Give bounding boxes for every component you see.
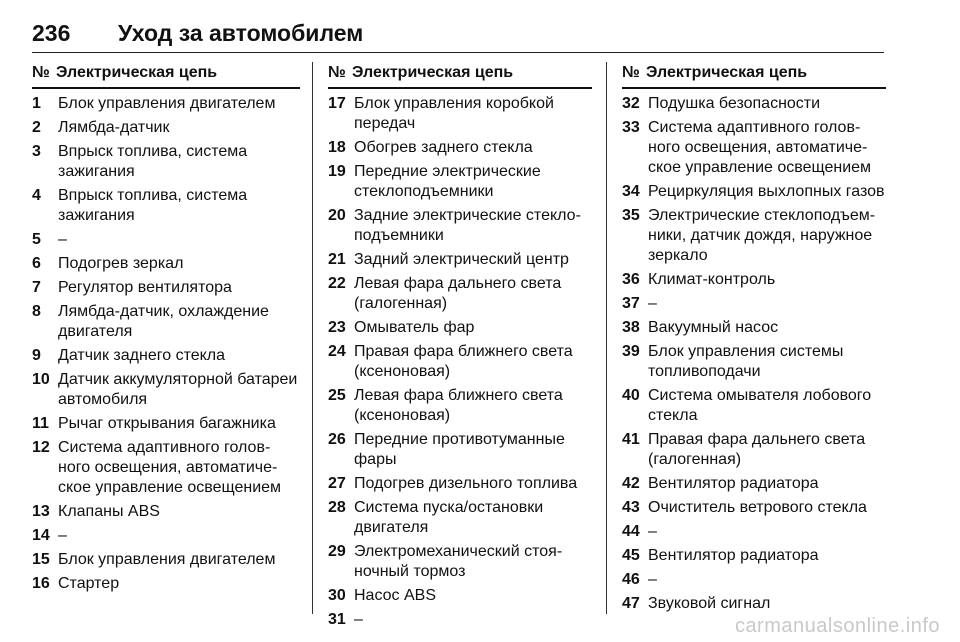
circuit-name: Регулятор вентилятора bbox=[58, 279, 232, 296]
fuse-number: 6 bbox=[32, 255, 41, 272]
circuit-name: Насос ABS bbox=[354, 587, 436, 604]
circuit-name: Подогрев зеркал bbox=[58, 255, 184, 272]
circuit-name: – bbox=[648, 523, 657, 540]
circuit-name: Система пуска/остановки двигателя bbox=[354, 499, 544, 536]
circuit-name: Очиститель ветрового стекла bbox=[648, 499, 867, 516]
fuse-number: 45 bbox=[622, 547, 640, 564]
fuse-number: 2 bbox=[32, 119, 41, 136]
fuse-number: 15 bbox=[32, 551, 50, 568]
fuse-number: 31 bbox=[328, 611, 346, 628]
fuse-row bbox=[32, 526, 300, 546]
fuse-number: 17 bbox=[328, 95, 346, 112]
fuse-row bbox=[328, 586, 592, 606]
fuse-row bbox=[622, 546, 886, 566]
fuse-number: 35 bbox=[622, 207, 640, 224]
fuse-number: 5 bbox=[32, 231, 41, 248]
fuse-number: 34 bbox=[622, 183, 640, 200]
fuse-row bbox=[328, 610, 592, 630]
circuit-name: – bbox=[648, 295, 657, 312]
circuit-name: Блок управления системы топливоподачи bbox=[648, 343, 844, 380]
circuit-name: Система омывателя лобового стекла bbox=[648, 387, 872, 424]
fuse-number: 1 bbox=[32, 95, 41, 112]
fuse-number: 7 bbox=[32, 279, 41, 296]
fuse-number: 24 bbox=[328, 343, 346, 360]
fuse-row bbox=[32, 574, 300, 594]
circuit-name: Электромеханический стоя-ночный тормоз bbox=[354, 543, 563, 580]
fuse-row bbox=[622, 522, 886, 542]
circuit-name: Климат-контроль bbox=[648, 271, 776, 288]
fuse-number: 42 bbox=[622, 475, 640, 492]
fuse-number: 27 bbox=[328, 475, 346, 492]
fuse-row bbox=[328, 318, 592, 338]
circuit-name: Подушка безопасности bbox=[648, 95, 821, 112]
circuit-name: Блок управления двигателем bbox=[58, 95, 276, 112]
circuit-name: Задний электрический центр bbox=[354, 251, 569, 268]
circuit-name: Подогрев дизельного топлива bbox=[354, 475, 578, 492]
fuse-row bbox=[328, 138, 592, 158]
circuit-header: Электрическая цепь bbox=[646, 64, 808, 81]
circuit-name: Вентилятор радиатора bbox=[648, 547, 819, 564]
circuit-name: Передние электрические стеклоподъемники bbox=[354, 163, 541, 200]
circuit-name: Датчик заднего стекла bbox=[58, 347, 226, 364]
fuse-row bbox=[328, 162, 592, 202]
circuit-name: – bbox=[58, 527, 67, 544]
fuse-row bbox=[32, 230, 300, 250]
fuse-number: 39 bbox=[622, 343, 640, 360]
fuse-row bbox=[328, 430, 592, 470]
fuse-row bbox=[622, 206, 886, 266]
fuse-row bbox=[622, 594, 886, 614]
circuit-name: Лямбда-датчик bbox=[58, 119, 170, 136]
circuit-name: Омыватель фар bbox=[354, 319, 475, 336]
table-header bbox=[622, 64, 886, 89]
fuse-row bbox=[622, 270, 886, 290]
fuse-row bbox=[32, 414, 300, 434]
fuse-row bbox=[328, 498, 592, 538]
fuse-number: 29 bbox=[328, 543, 346, 560]
circuit-header: Электрическая цепь bbox=[56, 64, 218, 81]
fuse-row bbox=[622, 498, 886, 518]
circuit-name: – bbox=[648, 571, 657, 588]
fuse-number: 37 bbox=[622, 295, 640, 312]
fuse-row bbox=[32, 346, 300, 366]
fuse-number: 14 bbox=[32, 527, 50, 544]
fuse-number: 4 bbox=[32, 187, 41, 204]
fuse-row bbox=[32, 438, 300, 498]
fuse-row bbox=[32, 118, 300, 138]
watermark: carmanualsonline.info bbox=[734, 615, 940, 637]
fuse-number: 13 bbox=[32, 503, 50, 520]
fuse-row bbox=[622, 342, 886, 382]
circuit-name: Блок управления коробкой передач bbox=[354, 95, 554, 132]
fuse-row bbox=[328, 474, 592, 494]
fuse-number: 11 bbox=[32, 415, 49, 432]
number-header: № bbox=[32, 64, 50, 81]
circuit-name: Правая фара ближнего света (ксеноновая) bbox=[354, 343, 573, 380]
fuse-row bbox=[32, 502, 300, 522]
column-divider bbox=[312, 62, 313, 614]
fuse-row bbox=[32, 254, 300, 274]
number-header: № bbox=[328, 64, 346, 81]
circuit-name: – bbox=[354, 611, 363, 628]
circuit-name: – bbox=[58, 231, 67, 248]
fuse-row bbox=[622, 118, 886, 178]
circuit-name: Рециркуляция выхлопных газов bbox=[648, 183, 885, 200]
fuse-number: 21 bbox=[328, 251, 346, 268]
fuse-number: 19 bbox=[328, 163, 346, 180]
fuse-number: 25 bbox=[328, 387, 346, 404]
fuse-number: 44 bbox=[622, 523, 640, 540]
fuse-column-2 bbox=[328, 64, 592, 628]
fuse-row bbox=[32, 186, 300, 226]
fuse-number: 38 bbox=[622, 319, 640, 336]
fuse-number: 36 bbox=[622, 271, 640, 288]
circuit-header: Электрическая цепь bbox=[352, 64, 514, 81]
fuse-row bbox=[328, 250, 592, 270]
fuse-row bbox=[328, 94, 592, 134]
fuse-number: 12 bbox=[32, 439, 50, 456]
circuit-name: Система адаптивного голов-ного освещения, автоматиче-ское управление освещением bbox=[58, 439, 282, 496]
fuse-number: 9 bbox=[32, 347, 41, 364]
table-header bbox=[328, 64, 592, 89]
circuit-name: Звуковой сигнал bbox=[648, 595, 771, 612]
circuit-name: Электрические стеклоподъем-ники, датчик дождя, наружное зеркало bbox=[648, 207, 876, 264]
fuse-column-3 bbox=[622, 64, 886, 614]
fuse-row bbox=[622, 430, 886, 470]
fuse-number: 20 bbox=[328, 207, 346, 224]
circuit-name: Правая фара дальнего света (галогенная) bbox=[648, 431, 866, 468]
circuit-name: Вентилятор радиатора bbox=[648, 475, 819, 492]
fuse-row bbox=[622, 318, 886, 338]
fuse-number: 22 bbox=[328, 275, 346, 292]
fuse-number: 28 bbox=[328, 499, 346, 516]
fuse-number: 26 bbox=[328, 431, 346, 448]
circuit-name: Левая фара дальнего света (галогенная) bbox=[354, 275, 562, 312]
fuse-row bbox=[32, 550, 300, 570]
fuse-row bbox=[622, 94, 886, 114]
fuse-row bbox=[328, 542, 592, 582]
fuse-number: 16 bbox=[32, 575, 50, 592]
circuit-name: Система адаптивного голов-ного освещения, автоматиче-ское управление освещением bbox=[648, 119, 872, 176]
fuse-number: 23 bbox=[328, 319, 346, 336]
page-header bbox=[32, 20, 884, 53]
fuse-row bbox=[622, 386, 886, 426]
fuse-column-1 bbox=[32, 64, 300, 614]
circuit-name: Левая фара ближнего света (ксеноновая) bbox=[354, 387, 563, 424]
fuse-row bbox=[328, 342, 592, 382]
circuit-name: Клапаны ABS bbox=[58, 503, 160, 520]
fuse-row bbox=[32, 142, 300, 182]
fuse-number: 18 bbox=[328, 139, 346, 156]
fuse-number: 32 bbox=[622, 95, 640, 112]
circuit-name: Лямбда-датчик, охлаждение двигателя bbox=[58, 303, 269, 340]
fuse-number: 41 bbox=[622, 431, 640, 448]
page-title: Уход за автомобилем bbox=[118, 20, 364, 46]
table-header bbox=[32, 64, 300, 89]
circuit-name: Блок управления двигателем bbox=[58, 551, 276, 568]
fuse-row bbox=[32, 370, 300, 410]
circuit-name: Передние противотуманные фары bbox=[354, 431, 565, 468]
fuse-row bbox=[328, 206, 592, 246]
fuse-number: 10 bbox=[32, 371, 50, 388]
fuse-row bbox=[328, 386, 592, 426]
fuse-number: 46 bbox=[622, 571, 640, 588]
circuit-name: Впрыск топлива, система зажигания bbox=[58, 187, 248, 224]
fuse-row bbox=[622, 294, 886, 314]
fuse-number: 47 bbox=[622, 595, 640, 612]
circuit-name: Рычаг открывания багажника bbox=[58, 415, 276, 432]
fuse-number: 3 bbox=[32, 143, 41, 160]
page-number: 236 bbox=[32, 20, 71, 46]
circuit-name: Вакуумный насос bbox=[648, 319, 779, 336]
circuit-name: Датчик аккумуляторной батареи автомобиля bbox=[58, 371, 298, 408]
fuse-row bbox=[622, 182, 886, 202]
fuse-number: 40 bbox=[622, 387, 640, 404]
circuit-name: Обогрев заднего стекла bbox=[354, 139, 533, 156]
fuse-row bbox=[622, 570, 886, 590]
number-header: № bbox=[622, 64, 640, 81]
fuse-row bbox=[622, 474, 886, 494]
fuse-row bbox=[328, 274, 592, 314]
circuit-name: Задние электрические стекло-подъемники bbox=[354, 207, 581, 244]
fuse-row bbox=[32, 302, 300, 342]
circuit-name: Стартер bbox=[58, 575, 120, 592]
fuse-number: 30 bbox=[328, 587, 346, 604]
fuse-row bbox=[32, 278, 300, 298]
column-divider bbox=[606, 62, 607, 614]
fuse-row bbox=[32, 94, 300, 114]
fuse-number: 8 bbox=[32, 303, 41, 320]
fuse-number: 43 bbox=[622, 499, 640, 516]
circuit-name: Впрыск топлива, система зажигания bbox=[58, 143, 248, 180]
fuse-number: 33 bbox=[622, 119, 640, 136]
